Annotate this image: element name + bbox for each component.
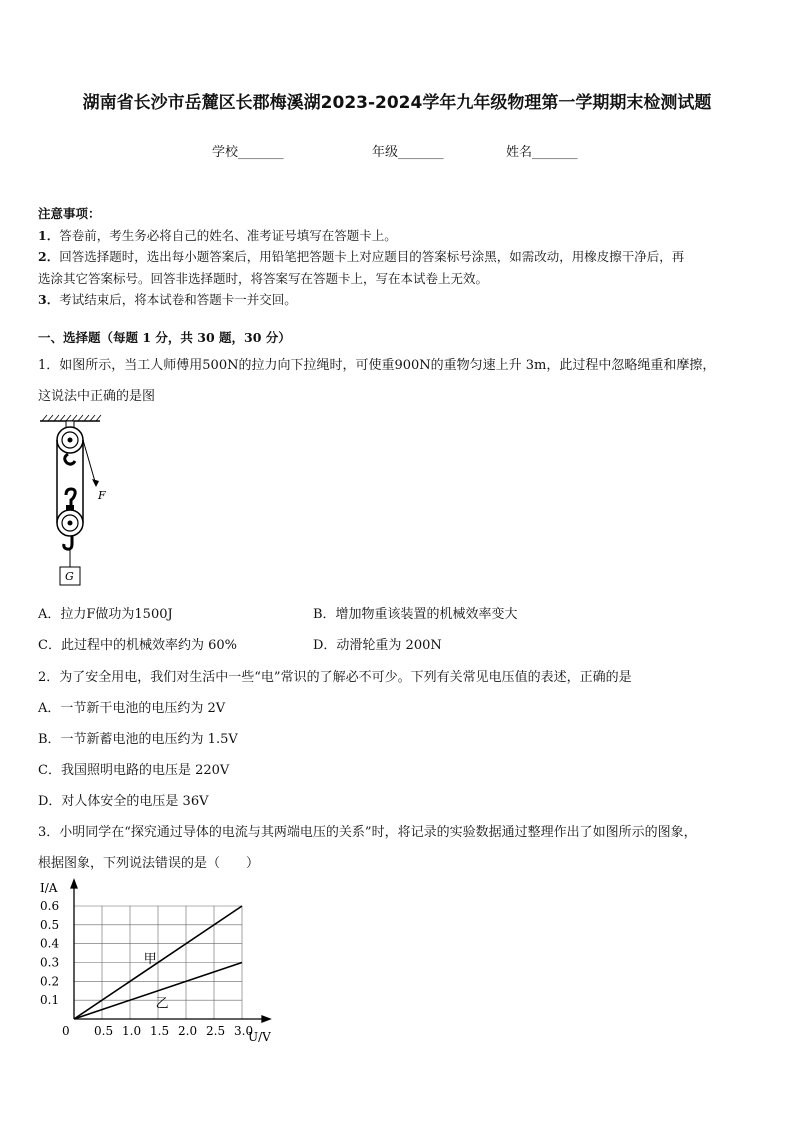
q2-option-b[interactable]: B．一节新蓄电池的电压约为 1.5V — [38, 732, 238, 747]
x-tick-label: 2.5 — [206, 1024, 226, 1038]
q1-option-a[interactable]: A．拉力F做功为1500J — [38, 607, 173, 622]
q1-option-d[interactable]: D．动滑轮重为 200N — [313, 638, 442, 653]
x-tick-label: 2.0 — [178, 1024, 198, 1038]
section-heading: 一、选择题（每题 1 分，共 30 题，30 分） — [38, 330, 291, 345]
note-1: 1．答卷前，考生务必将自己的姓名、准考证号填写在答题卡上。 — [38, 227, 397, 243]
notes — [38, 203, 758, 311]
page-title: 湖南省长沙市岳麓区长郡梅溪湖2023-2024学年九年级物理第一学期期末检测试题 — [82, 93, 712, 113]
note-2-cont: 选涂其它答案标号。回答非选择题时，将答案写在答题卡上，写在本试卷上无效。 — [38, 270, 489, 286]
y-axis-arrow — [71, 880, 77, 888]
y-tick-label: 0.3 — [40, 955, 60, 970]
y-tick-label: 0.2 — [40, 974, 60, 989]
x-tick-label: 0 — [62, 1024, 70, 1038]
q1-option-c[interactable]: C．此过程中的机械效率约为 60% — [38, 638, 237, 653]
note-3: 3．考试结束后，将本试卷和答题卡一并交回。 — [38, 292, 297, 307]
x-tick-label: 0.5 — [94, 1024, 114, 1038]
school-field[interactable]: 学校_______ — [212, 145, 284, 160]
x-tick-label: 1.5 — [150, 1024, 170, 1038]
q2-stem: 2．为了安全用电，我们对生活中一些“电”常识的了解必不可少。下列有关常见电压值的表述，正确的是 — [38, 670, 632, 685]
x-axis-label: U/V — [248, 1030, 271, 1044]
y-tick-label: 0.1 — [40, 993, 60, 1008]
q1-option-b[interactable]: B．增加物重该装置的机械效率变大 — [313, 607, 518, 622]
q2-option-c[interactable]: C．我国照明电路的电压是 220V — [38, 763, 230, 778]
series-label: 乙 — [155, 996, 169, 1012]
q3-stem-cont: 根据图象，下列说法错误的是（ ） — [38, 856, 260, 871]
y-axis-label: I/A — [40, 881, 58, 895]
q3-stem: 3．小明同学在“探究通过导体的电流与其两端电压的关系”时，将记录的实验数据通过整理作出了如图所示的图象， — [38, 825, 697, 840]
pulley-figure — [38, 415, 118, 591]
q2-option-d[interactable]: D．对人体安全的电压是 36V — [38, 794, 209, 809]
y-tick-label: 0.5 — [40, 917, 60, 932]
x-tick-label: 1.0 — [122, 1024, 142, 1038]
weight-label: G — [65, 570, 74, 583]
notes-heading: 注意事项： — [38, 206, 101, 221]
q1-stem: 1．如图所示，当工人师傅用500N的拉力向下拉绳时，可使重900N的重物匀速上升 3m，此过程中忽略绳重和摩擦， — [38, 358, 716, 373]
q1-stem-cont: 这说法中正确的是图 — [38, 389, 156, 404]
y-tick-label: 0.4 — [40, 936, 60, 951]
y-tick-label: 0.6 — [40, 899, 60, 913]
force-label: F — [98, 489, 106, 502]
iv-chart — [38, 878, 271, 1044]
q2-option-a[interactable]: A．一节新干电池的电压约为 2V — [38, 701, 226, 716]
note-2: 2．回答选择题时，选出每小题答案后，用铅笔把答题卡上对应题目的答案标号涂黑，如需改动，用橡皮擦干净后，再 — [38, 249, 685, 264]
grade-field[interactable]: 年级_______ — [372, 145, 444, 160]
series-label: 甲 — [143, 952, 157, 968]
x-axis-arrow — [262, 1016, 270, 1022]
name-field[interactable]: 姓名_______ — [506, 145, 578, 160]
x-tick-label: 3.0 — [234, 1024, 254, 1038]
